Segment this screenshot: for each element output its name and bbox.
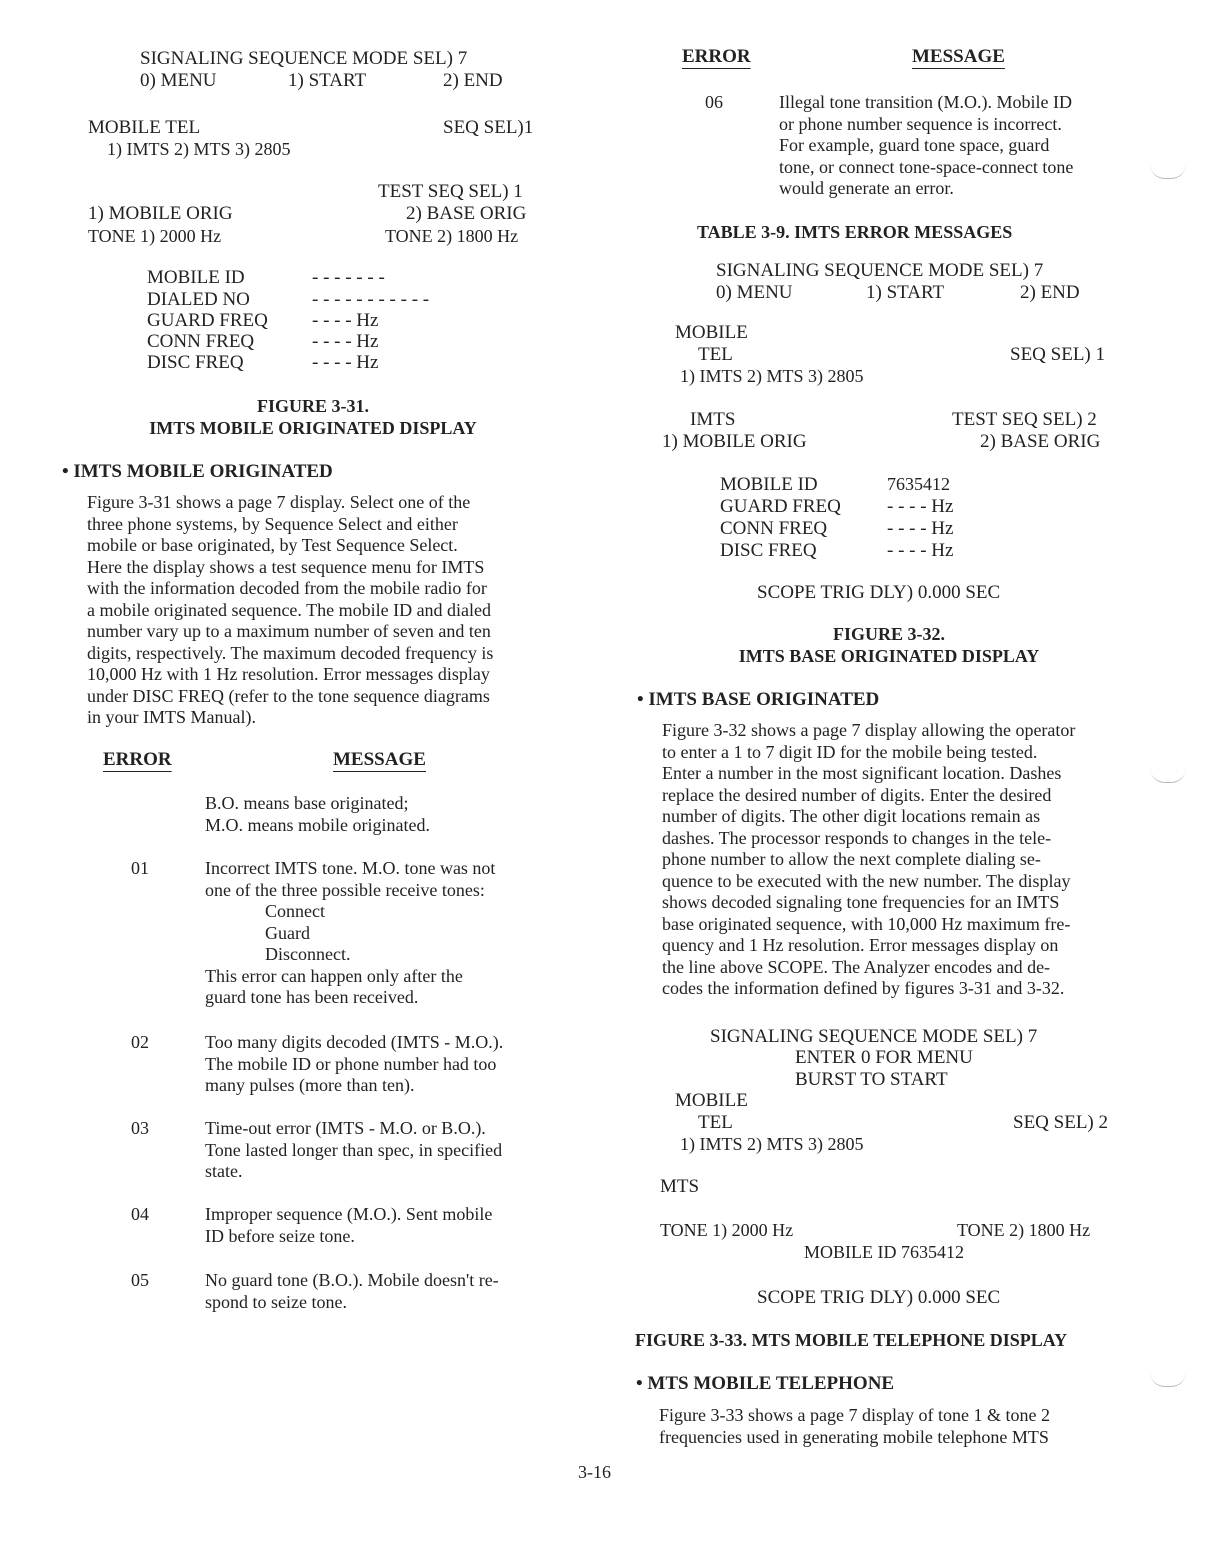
- message-column-header-continued: MESSAGE: [912, 46, 1005, 67]
- field-label: DISC FREQ: [720, 540, 817, 561]
- error-code: 02: [131, 1032, 149, 1052]
- field-value: - - - - Hz: [887, 496, 954, 517]
- display-start-option: 1) START: [288, 70, 367, 91]
- display-burst-start: BURST TO START: [795, 1069, 948, 1090]
- field-value: - - - - Hz: [887, 540, 954, 561]
- display-seq-sel: SEQ SEL)1: [443, 117, 534, 138]
- display-menu-option: 0) MENU: [716, 282, 793, 303]
- paragraph-line: in your IMTS Manual).: [87, 707, 256, 727]
- paragraph-line: Figure 3-33 shows a page 7 display of tone 1 & tone 2: [659, 1405, 1050, 1425]
- bullet-icon: •: [636, 1373, 648, 1394]
- display-tone1: TONE 1) 2000 Hz: [88, 226, 222, 246]
- display-mobile-tel: MOBILE TEL: [88, 117, 201, 138]
- display-imts: IMTS: [690, 409, 736, 430]
- paragraph-line: number vary up to a maximum number of seven and ten: [87, 621, 491, 641]
- paragraph-line: number of digits. The other digit locations remain as: [662, 806, 1041, 826]
- error-code: 06: [705, 92, 723, 112]
- field-label: CONN FREQ: [720, 518, 828, 539]
- display-start-option: 1) START: [866, 282, 945, 303]
- display-base-orig: 2) BASE ORIG: [406, 203, 527, 224]
- display-base-orig: 2) BASE ORIG: [980, 431, 1101, 452]
- display-mobile-orig: 1) MOBILE ORIG: [88, 203, 233, 224]
- field-label: MOBILE ID: [147, 267, 245, 288]
- error-message: Improper sequence (M.O.). Sent mobile ID before seize tone.: [205, 1204, 493, 1246]
- field-label: GUARD FREQ: [147, 310, 268, 331]
- paragraph-line: 10,000 Hz with 1 Hz resolution. Error messages display: [87, 664, 490, 684]
- binding-hole-mark: [1150, 1372, 1186, 1387]
- field-value: - - - - Hz: [312, 331, 379, 352]
- paragraph-line: base originated sequence, with 10,000 Hz maximum fre-: [662, 913, 1071, 934]
- error-message: Too many digits decoded (IMTS - M.O.). The mobile ID or phone number had too many pulses (more than ten).: [205, 1032, 504, 1095]
- paragraph-line: codes the information defined by figures 3-31 and 3-32.: [662, 978, 1065, 998]
- figure-3-32-caption-title: IMTS BASE ORIGINATED DISPLAY: [738, 646, 1040, 666]
- display-end-option: 2) END: [1020, 282, 1080, 303]
- field-label: DISC FREQ: [147, 352, 244, 373]
- paragraph-line: quence to be executed with the new number. The display: [662, 870, 1071, 891]
- display-enter-menu: ENTER 0 FOR MENU: [795, 1047, 973, 1068]
- paragraph-line: Figure 3-32 shows a page 7 display allowing the operator: [662, 720, 1076, 740]
- display-mobile-orig: 1) MOBILE ORIG: [662, 431, 807, 452]
- imts-mobile-paragraph: [87, 492, 561, 729]
- display-end-option: 2) END: [443, 70, 503, 91]
- binding-hole-mark: [1150, 768, 1186, 783]
- error-message: Time-out error (IMTS - M.O. or B.O.). Tone lasted longer than spec, in specified state.: [205, 1118, 503, 1181]
- section-heading-imts-base: • IMTS BASE ORIGINATED: [637, 689, 880, 710]
- paragraph-line: three phone systems, by Sequence Select and either: [87, 513, 458, 534]
- paragraph-line: phone number to allow the next complete dialing se-: [662, 849, 1041, 869]
- error-message: No guard tone (B.O.). Mobile doesn't re- spond to seize tone.: [205, 1270, 499, 1312]
- paragraph-line: replace the desired number of digits. Enter the desired: [662, 784, 1052, 805]
- display-tel: TEL: [698, 1112, 733, 1133]
- page-number: 3-16: [578, 1462, 611, 1482]
- display-mode-line: SIGNALING SEQUENCE MODE SEL) 7: [716, 260, 1044, 281]
- field-label: CONN FREQ: [147, 331, 255, 352]
- display-seq-sel: SEQ SEL) 1: [1010, 344, 1105, 365]
- display-mobile: MOBILE: [675, 1090, 748, 1111]
- figure-3-31-caption-title: IMTS MOBILE ORIGINATED DISPLAY: [149, 418, 477, 438]
- display-mts: MTS: [660, 1176, 700, 1197]
- error-table-intro: B.O. means base originated; M.O. means mobile originated.: [205, 793, 430, 835]
- paragraph-line: Enter a number in the most significant location. Dashes: [662, 763, 1062, 783]
- display-systems: 1) IMTS 2) MTS 3) 2805: [107, 139, 291, 159]
- paragraph-line: quency and 1 Hz resolution. Error messages display on: [662, 935, 1059, 955]
- display-mode-line: SIGNALING SEQUENCE MODE SEL) 7: [710, 1026, 1038, 1047]
- paragraph-line: Figure 3-31 shows a page 7 display. Select one of the: [87, 492, 471, 512]
- paragraph-line: Here the display shows a test sequence menu for IMTS: [87, 556, 485, 577]
- bullet-icon: •: [62, 461, 74, 482]
- error-column-header: ERROR: [103, 749, 172, 770]
- error-code: 05: [131, 1270, 149, 1290]
- field-label: GUARD FREQ: [720, 496, 841, 517]
- field-value: - - - - - - -: [312, 267, 385, 288]
- display-scope-trig: SCOPE TRIG DLY) 0.000 SEC: [757, 582, 1001, 603]
- display-mode-line: SIGNALING SEQUENCE MODE SEL) 7: [140, 48, 468, 69]
- field-value: 7635412: [887, 474, 950, 494]
- field-value: - - - - Hz: [312, 352, 379, 373]
- display-tone1: TONE 1) 2000 Hz: [660, 1220, 794, 1240]
- display-test-seq-sel: TEST SEQ SEL) 2: [952, 409, 1097, 430]
- paragraph-line: mobile or base originated, by Test Sequence Select.: [87, 535, 458, 555]
- bullet-icon: •: [637, 689, 649, 710]
- display-menu-option: 0) MENU: [140, 70, 217, 91]
- error-code: 03: [131, 1118, 149, 1138]
- section-heading-mts: • MTS MOBILE TELEPHONE: [636, 1373, 895, 1394]
- display-tone2: TONE 2) 1800 Hz: [385, 226, 519, 246]
- display-seq-sel: SEQ SEL) 2: [1013, 1112, 1108, 1133]
- imts-base-paragraph: [662, 720, 1138, 1000]
- paragraph-line: dashes. The processor responds to changes in the tele-: [662, 827, 1052, 848]
- paragraph-line: shows decoded signaling tone frequencies for an IMTS: [662, 892, 1060, 912]
- field-label: DIALED NO: [147, 289, 250, 310]
- display-tone2: TONE 2) 1800 Hz: [957, 1220, 1091, 1240]
- figure-3-32-caption-number: FIGURE 3-32.: [833, 624, 945, 644]
- message-column-header: MESSAGE: [333, 749, 426, 770]
- section-heading-imts-mobile: • IMTS MOBILE ORIGINATED: [62, 461, 333, 482]
- display-mobile: MOBILE: [675, 322, 748, 343]
- error-column-header-continued: ERROR: [682, 46, 751, 67]
- paragraph-line: digits, respectively. The maximum decoded frequency is: [87, 642, 494, 663]
- display-test-seq-sel: TEST SEQ SEL) 1: [378, 181, 523, 202]
- mts-paragraph: [659, 1405, 1139, 1448]
- field-value: - - - - Hz: [887, 518, 954, 539]
- display-scope-trig: SCOPE TRIG DLY) 0.000 SEC: [757, 1287, 1001, 1308]
- error-code: 04: [131, 1204, 149, 1224]
- error-message: Incorrect IMTS tone. M.O. tone was not one of the three possible receive tones: Connect Guard Disconnect. This error can happen only after the guard tone has been received.: [205, 858, 496, 1007]
- table-3-9-caption: TABLE 3-9. IMTS ERROR MESSAGES: [697, 222, 1013, 242]
- paragraph-line: to enter a 1 to 7 digit ID for the mobile being tested.: [662, 741, 1038, 762]
- display-systems: 1) IMTS 2) MTS 3) 2805: [680, 366, 864, 386]
- paragraph-line: a mobile originated sequence. The mobile ID and dialed: [87, 599, 492, 620]
- figure-3-31-caption-number: FIGURE 3-31.: [257, 396, 369, 416]
- paragraph-line: with the information decoded from the mobile radio for: [87, 578, 487, 598]
- figure-3-33-caption: FIGURE 3-33. MTS MOBILE TELEPHONE DISPLAY: [635, 1330, 1068, 1350]
- field-value: - - - - - - - - - - -: [312, 289, 430, 310]
- paragraph-line: under DISC FREQ (refer to the tone sequence diagrams: [87, 685, 490, 706]
- error-message: Illegal tone transition (M.O.). Mobile ID or phone number sequence is incorrect. For example, guard tone space, guard tone, or connect tone-space-connect tone would generate an error.: [779, 92, 1074, 198]
- error-code: 01: [131, 858, 149, 878]
- binding-hole-mark: [1150, 164, 1186, 179]
- display-systems: 1) IMTS 2) MTS 3) 2805: [680, 1134, 864, 1154]
- field-value: - - - - Hz: [312, 310, 379, 331]
- paragraph-line: the line above SCOPE. The Analyzer encodes and de-: [662, 956, 1051, 977]
- field-label: MOBILE ID: [720, 474, 818, 495]
- display-tel: TEL: [698, 344, 733, 365]
- display-mobile-id: MOBILE ID 7635412: [804, 1242, 964, 1262]
- paragraph-line: frequencies used in generating mobile telephone MTS: [659, 1426, 1049, 1447]
